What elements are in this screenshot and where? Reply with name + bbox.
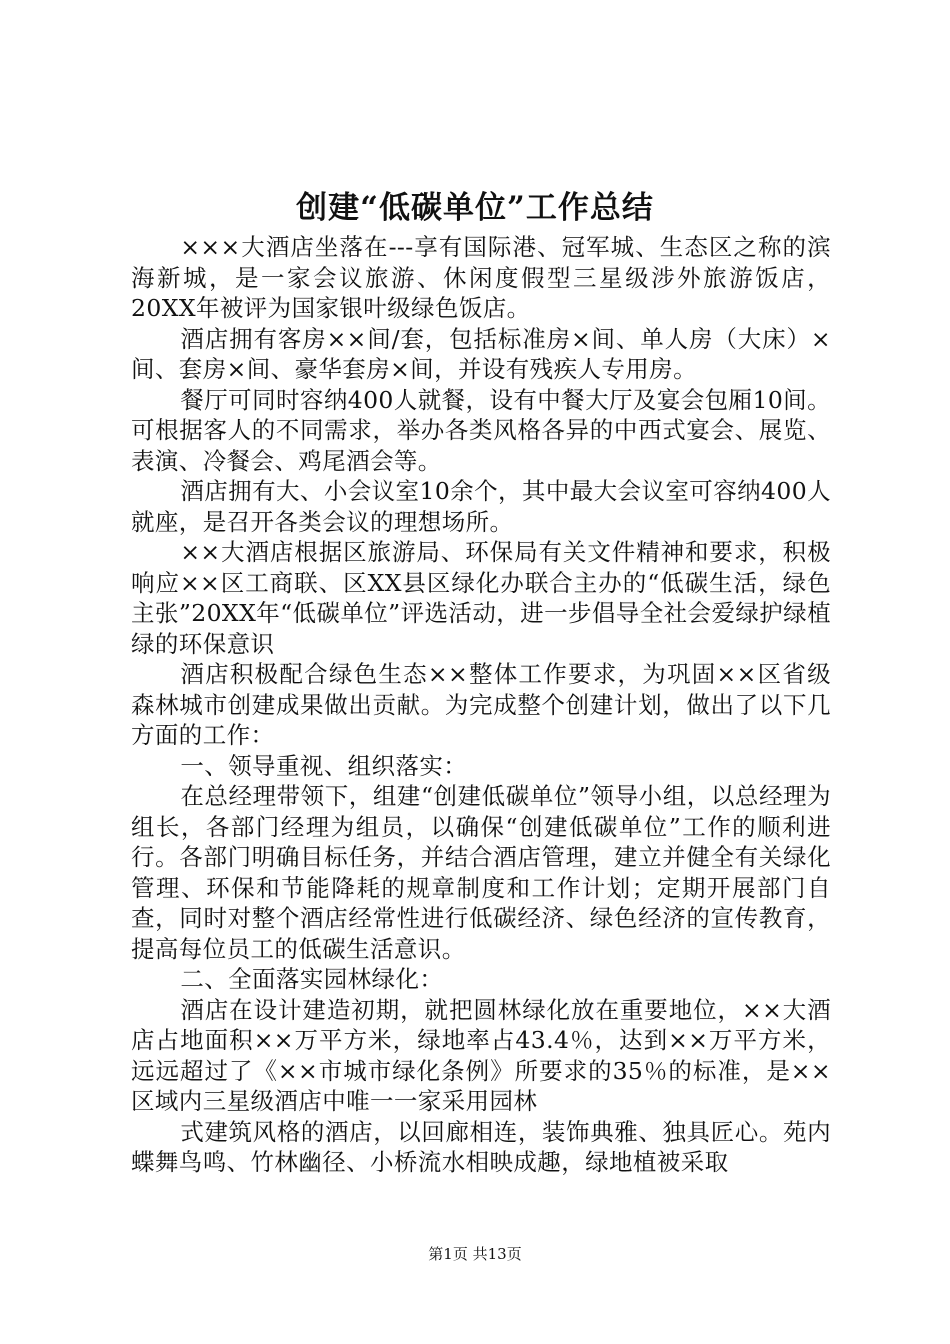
paragraph-meeting-rooms: 酒店拥有大、小会议室10余个，其中最大会议室可容纳400人就座，是召开各类会议的理想场所。	[131, 477, 831, 536]
document-title: 创建“低碳单位”工作总结	[296, 190, 654, 226]
paragraph-green-ecology: 酒店积极配合绿色生态××整体工作要求，为巩固××区省级森林城市创建成果做出贡献。为完成整个创建计划，做出了以下几方面的工作：	[131, 660, 831, 749]
section-heading-leadership: 一、领导重视、组织落实：	[180, 751, 468, 780]
paragraph-leadership: 在总经理带领下，组建“创建低碳单位”领导小组，以总经理为组长，各部门经理为组员，以确保“创建低碳单位”工作的顺利进行。各部门明确目标任务，并结合酒店管理，建立并健全有关绿化管理、环保和节能降耗的规章制度和工作计划；定期开展部门自查，同时对整个酒店经常性进行低碳经济、绿色经济的宣传教育，提高每位员工的低碳生活意识。	[131, 782, 831, 963]
paragraph-rooms: 酒店拥有客房××间/套，包括标准房×间、单人房（大床）×间、套房×间、豪华套房×间，并设有残疾人专用房。	[131, 324, 831, 383]
section-heading-landscaping: 二、全面落实园林绿化：	[180, 965, 444, 993]
page-footer: 第1页 共13页	[428, 1245, 522, 1263]
paragraph-restaurant: 餐厅可同时容纳400人就餐，设有中餐大厅及宴会包厢10间。可根据客人的不同需求，举办各类风格各异的中西式宴会、展览、表演、冷餐会、鸡尾酒会等。	[131, 385, 831, 475]
paragraph-landscaping: 酒店在设计建造初期，就把圆林绿化放在重要地位，××大酒店占地面积××万平方米，绿地率占43.4％，达到××万平方米，远远超过了《××市城市绿化条例》所要求的35％的标准，是××区域内三星级酒店中唯一一家采用园林	[131, 995, 831, 1115]
paragraph-architecture: 式建筑风格的酒店，以回廊相连，装饰典雅、独具匠心。苑内蝶舞鸟鸣、竹林幽径、小桥流水相映成趣，绿地植被采取	[131, 1117, 831, 1176]
paragraph-low-carbon-campaign: ××大酒店根据区旅游局、环保局有关文件精神和要求，积极响应××区工商联、区XX县区绿化办联合主办的“低碳生活，绿色主张”20XX年“低碳单位”评选活动，进一步倡导全社会爱绿护绿植绿的环保意识	[131, 538, 831, 658]
document-body	[131, 232, 831, 1178]
paragraph-hotel-intro: ×××大酒店坐落在---享有国际港、冠军城、生态区之称的滨海新城，是一家会议旅游、休闲度假型三星级涉外旅游饭店，20XX年被评为国家银叶级绿色饭店。	[131, 233, 831, 322]
